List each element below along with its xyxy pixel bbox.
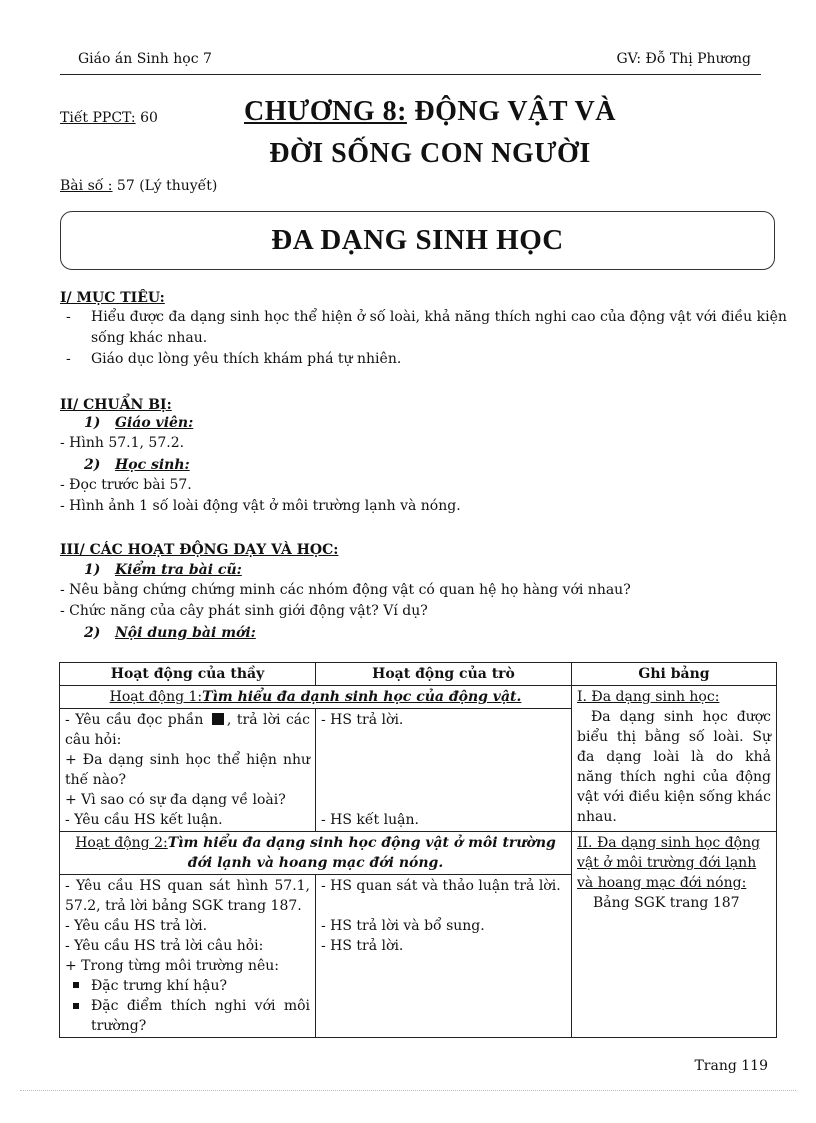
review-heading	[84, 560, 242, 580]
activity-2-title	[60, 832, 572, 875]
prep-student-item-1: - Đọc trước bài 57.	[60, 477, 192, 493]
board-2-body: Bảng SGK trang 187	[593, 895, 740, 911]
activity-1-teacher-cell	[60, 709, 316, 832]
activity-2-teacher-cell	[60, 875, 316, 1038]
activity-2-title-row	[60, 832, 777, 875]
review-label: Kiểm tra bài cũ:	[115, 562, 242, 578]
activity-1-student-cell	[316, 709, 572, 832]
prep-teacher-item: - Hình 57.1, 57.2.	[60, 435, 185, 451]
activity-1-label: Hoạt động 1:	[109, 689, 203, 705]
bullet-square-icon	[73, 1003, 79, 1009]
period-value: 60	[135, 110, 158, 126]
activity-2-teacher-line3: - Yêu cầu HS trả lời câu hỏi:	[65, 938, 264, 954]
chapter-title-line2: ĐỜI SỐNG CON NGƯỜI	[269, 138, 591, 169]
activity-1-student-spacer	[321, 730, 566, 810]
prep-student-number: 2)	[84, 457, 101, 473]
activity-1-teacher-line1b: , trả lời các câu hỏi:	[65, 712, 310, 748]
page-header	[60, 48, 761, 75]
prep-teacher-label: Giáo viên:	[115, 415, 194, 431]
prep-student-item-2: - Hình ảnh 1 số loài động vật ở môi trường lạnh và nóng.	[60, 498, 461, 514]
col-header-board: Ghi bảng	[572, 663, 777, 686]
activity-2-teacher-bullet-2-text: Đặc điểm thích nghi với môi trường?	[91, 998, 310, 1034]
activity-2-student-spacer	[321, 896, 566, 916]
prep-teacher-heading	[84, 413, 193, 433]
objective-dash-1: -	[66, 309, 71, 325]
board-cell-2	[572, 832, 777, 1038]
chapter-title-line1	[150, 96, 710, 128]
activity-2-student-cell	[316, 875, 572, 1038]
header-subject: Giáo án Sinh học 7	[78, 51, 212, 67]
chapter-title-rest: ĐỘNG VẬT VÀ	[406, 96, 616, 127]
prep-student-heading	[84, 455, 190, 475]
activity-2-label: Hoạt động 2:	[75, 835, 168, 851]
review-number: 1)	[84, 562, 101, 578]
lesson-period	[60, 110, 158, 126]
activity-2-teacher-bullet-1-text: Đặc trưng khí hậu?	[91, 978, 228, 994]
activity-2-teacher-line2: - Yêu cầu HS trả lời.	[65, 918, 208, 934]
activity-2-student-line1: - HS quan sát và thảo luận trả lời.	[321, 878, 561, 894]
section-objectives-heading: I/ MỤC TIÊU:	[60, 290, 165, 306]
bullet-square-icon	[73, 982, 79, 988]
objective-item-1	[91, 307, 787, 349]
activity-1-title-text: Tìm hiểu đa dạnh sinh học của động vật.	[202, 689, 522, 705]
activity-1-teacher-line3: + Vì sao có sự đa dạng về loài?	[65, 792, 286, 808]
activity-2-student-line3: - HS trả lời.	[321, 938, 404, 954]
objective-item-1-line1: Hiểu được đa dạng sinh học thể hiện ở số loài, khả năng thích nghi cao của động vật với điều kiện	[91, 309, 787, 325]
activity-1-teacher-line4: - Yêu cầu HS kết luận.	[65, 812, 223, 828]
header-teacher: GV: Đỗ Thị Phương	[616, 51, 751, 67]
lesson-number-label: Bài số :	[60, 178, 113, 194]
activity-2-teacher-bullet-1	[65, 976, 310, 996]
activity-2-title-text: Tìm hiểu đa dạng sinh học động vật ở môi trường đới lạnh và hoang mạc đới nóng.	[167, 835, 556, 871]
prep-teacher-number: 1)	[84, 415, 101, 431]
activity-2-teacher-bullet-2	[65, 996, 310, 1036]
new-content-heading	[84, 623, 256, 643]
activity-1-title-row	[60, 686, 777, 709]
activity-2-teacher-line4: + Trong từng môi trường nêu:	[65, 958, 279, 974]
prep-student-label: Học sinh:	[115, 457, 190, 473]
board-1-body: Đa dạng sinh học được biểu thị bằng số loài. Sự đa dạng loài là do khả năng thích nghi của động vật với điều kiện sống khác nhau.	[577, 709, 771, 825]
board-cell-1	[572, 686, 777, 832]
table-header-row	[60, 663, 777, 686]
lesson-title: ĐA DẠNG SINH HỌC	[271, 224, 564, 256]
new-content-label: Nội dung bài mới:	[115, 625, 256, 641]
activities-table	[59, 662, 777, 1038]
section-activities-heading: III/ CÁC HOẠT ĐỘNG DẠY VÀ HỌC:	[60, 542, 339, 558]
new-content-number: 2)	[84, 625, 101, 641]
page-number: Trang 119	[694, 1058, 768, 1074]
lesson-number	[60, 178, 217, 194]
col-header-teacher: Hoạt động của thầy	[60, 663, 316, 686]
activity-1-teacher-line1	[65, 710, 310, 750]
board-1-heading: I. Đa dạng sinh học:	[577, 689, 720, 705]
chapter-label: CHƯƠNG 8:	[244, 96, 407, 127]
square-bullet-icon	[212, 713, 224, 725]
activity-2-student-line2: - HS trả lời và bổ sung.	[321, 918, 485, 934]
activity-1-student-line2: - HS kết luận.	[321, 812, 419, 828]
activity-1-title	[60, 686, 572, 709]
review-question-2: - Chức năng của cây phát sinh giới động vật? Ví dụ?	[60, 603, 428, 619]
review-question-1: - Nêu bằng chứng chứng minh các nhóm động vật có quan hệ họ hàng với nhau?	[60, 582, 631, 598]
activity-2-teacher-line1: - Yêu cầu HS quan sát hình 57.1, 57.2, trả lời bảng SGK trang 187.	[65, 878, 310, 914]
activity-1-teacher-line1a: - Yêu cầu đọc phần	[65, 712, 209, 728]
section-prep-heading: II/ CHUẨN BỊ:	[60, 397, 172, 413]
lesson-number-value: 57 (Lý thuyết)	[112, 178, 218, 194]
period-label: Tiết PPCT:	[60, 110, 136, 126]
activity-1-teacher-line2: + Đa dạng sinh học thể hiện như thế nào?	[65, 752, 310, 788]
col-header-student: Hoạt động của trò	[316, 663, 572, 686]
activity-1-student-line1: - HS trả lời.	[321, 712, 404, 728]
objective-item-1-line2: sống khác nhau.	[91, 330, 208, 346]
objective-dash-2: -	[66, 351, 71, 367]
objective-item-2: Giáo dục lòng yêu thích khám phá tự nhiên.	[91, 351, 402, 367]
page-bottom-divider	[20, 1090, 796, 1091]
board-2-heading: II. Đa dạng sinh học động vật ở môi trường đới lạnh và hoang mạc đới nóng:	[577, 835, 761, 891]
lesson-title-box	[60, 211, 775, 270]
